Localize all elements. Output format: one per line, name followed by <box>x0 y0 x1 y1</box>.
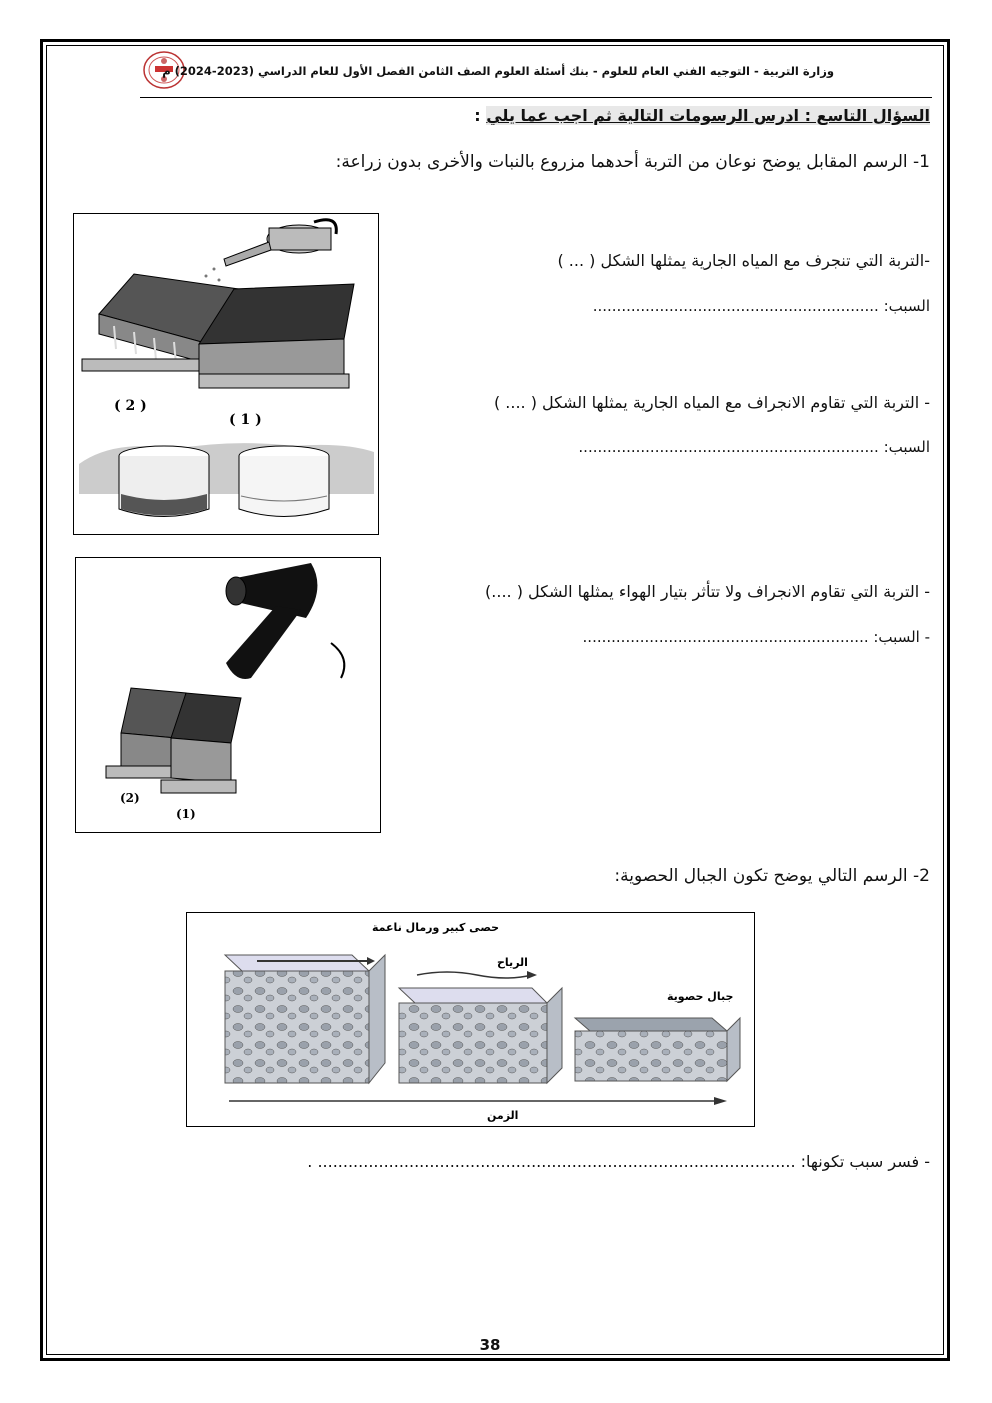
label-wind: الرياح <box>497 956 528 969</box>
part1-intro: 1- الرسم المقابل يوضح نوعان من التربة أحدهما مزروع بالنبات والأخرى بدون زراعة: <box>335 152 930 172</box>
figure1-label-1: ( 1 ) <box>229 412 262 428</box>
watering-can-icon <box>224 220 336 266</box>
water-erosion-illustration <box>74 214 377 533</box>
beaker-left-icon <box>119 446 209 517</box>
question-title-text: السؤال التاسع : ادرس الرسومات التالية ثم اجب عما يلي <box>486 106 930 125</box>
part1-item-3-reason: - السبب: ............................................................ <box>582 628 930 646</box>
part1-item-1: -التربة التي تنجرف مع المياه الجارية يمثلها الشكل ( ... ) <box>557 251 930 270</box>
part1-item-3: - التربة التي تقاوم الانجراف ولا تتأثر بتيار الهواء يمثلها الشكل ( ....) <box>485 582 930 601</box>
wind-erosion-illustration <box>76 558 379 831</box>
figure2-label-2: (2) <box>120 791 140 805</box>
part1-item-2-reason: السبب: ............................................................... <box>578 438 930 456</box>
figure1-label-2: ( 2 ) <box>114 398 147 414</box>
label-time: الزمن <box>487 1109 519 1122</box>
gravel-mountains-illustration <box>187 913 753 1125</box>
part1-item-1-reason: السبب: ............................................................ <box>592 297 930 315</box>
figure-gravel-mountains <box>186 912 755 1127</box>
part2-question: - فسر سبب تكونها: .............................................................................................. . <box>307 1152 930 1171</box>
part1-item-2: - التربة التي تقاوم الانجراف مع المياه الجارية يمثلها الشكل ( .... ) <box>493 393 930 412</box>
part2-intro: 2- الرسم التالي يوضح تكون الجبال الحصوية: <box>614 866 930 886</box>
header-divider <box>140 97 932 98</box>
beaker-right-icon <box>239 446 329 517</box>
label-pebbles-sand: حصى كبير ورمال ناعمة <box>372 921 500 934</box>
question-title-suffix: : <box>474 106 487 125</box>
hair-dryer-icon <box>226 563 344 679</box>
label-gravel-mountains: جبال حصوية <box>667 990 734 1003</box>
figure2-label-1: (1) <box>176 807 196 821</box>
figure-water-erosion <box>73 213 379 535</box>
question-title <box>474 106 930 125</box>
figure-wind-erosion <box>75 557 381 833</box>
document-header: وزارة التربية - التوجيه الفني العام للعلوم - بنك أسئلة العلوم الصف الثامن الفصل الأول للعام الدراسي (2023-2024) م <box>162 64 834 78</box>
page-number: 38 <box>479 1336 501 1354</box>
